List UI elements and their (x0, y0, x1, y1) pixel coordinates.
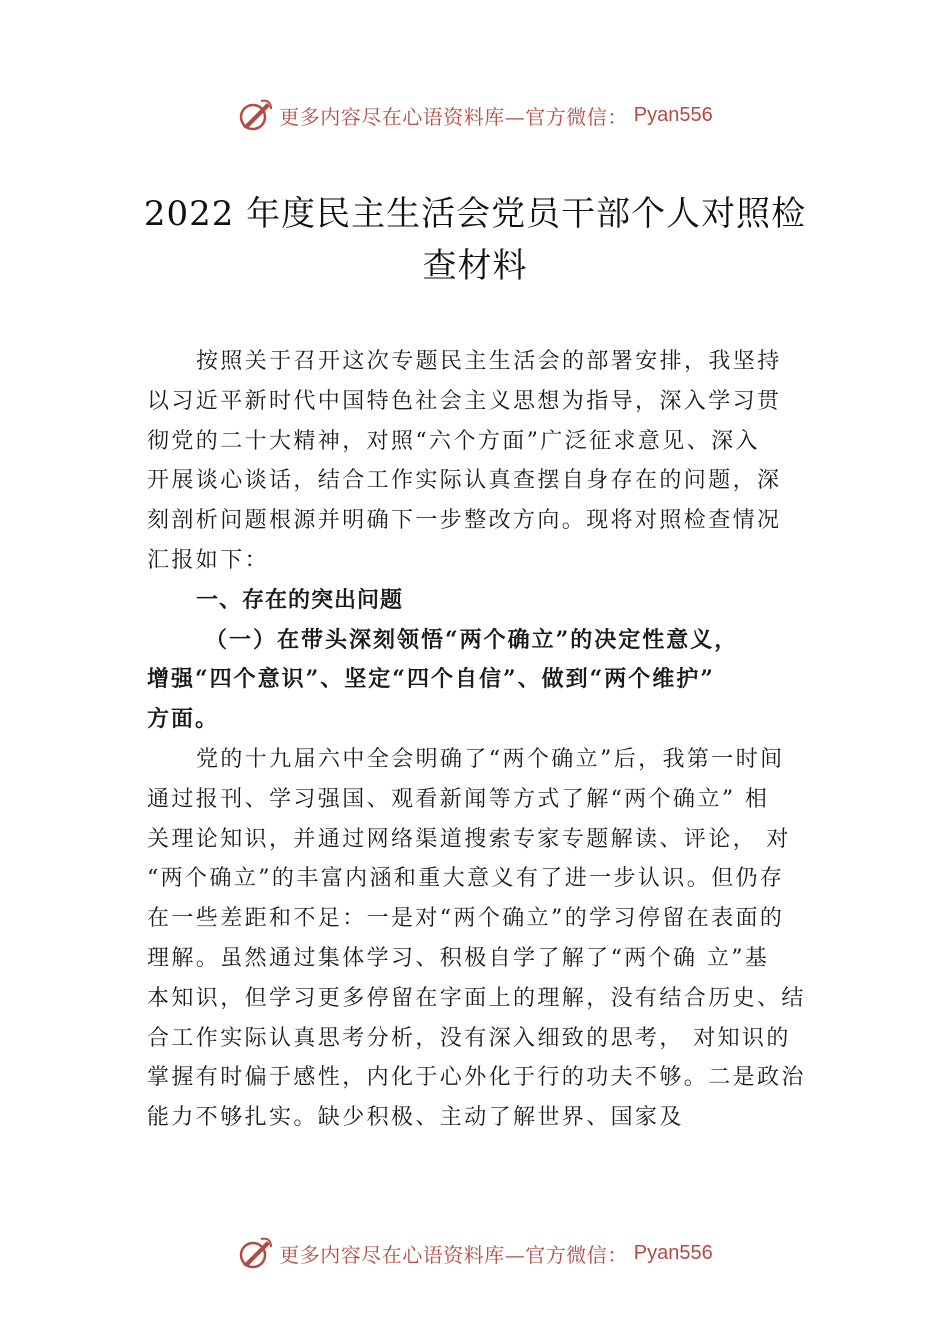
intro-line: 开展谈心谈话，结合工作实际认真查摆自身存在的问题，深 (147, 468, 782, 494)
quill-logo-icon (237, 97, 273, 133)
watermark-wechat-id: Pyan556 (633, 1241, 713, 1264)
watermark-text: 更多内容尽在心语资料库—官方微信： (279, 1242, 628, 1267)
document-body (147, 342, 837, 1138)
title-line: 2022 年度民主生活会党员干部个人对照检 (143, 194, 807, 234)
paragraph-line: 党的十九届六中全会明确了“两个确立”后，我第一时间 (196, 746, 785, 772)
intro-line: 刻剖析问题根源并明确下一步整改方向。现将对照检查情况 (147, 508, 782, 534)
paragraph-line: 理解。虽然通过集体学习、积极自学了解了“两个确 立”基 (147, 945, 770, 971)
intro-line: 以习近平新时代中国特色社会主义思想为指导，深入学习贯 (147, 388, 782, 414)
watermark-footer (0, 1233, 950, 1273)
quill-logo-icon (237, 1235, 273, 1271)
paragraph-line: 在一些差距和不足：一是对“两个确立”的学习停留在表面的 (147, 906, 785, 932)
paragraph-line: 掌握有时偏于感性，内化于心外化于行的功夫不够。二是政治 (147, 1065, 806, 1091)
paragraph-line: 合工作实际认真思考分析，没有深入细致的思考， 对知识的 (147, 1025, 791, 1051)
paragraph-line: 本知识，但学习更多停留在字面上的理解，没有结合历史、结 (147, 985, 806, 1011)
paragraph-line: 关理论知识，并通过网络渠道搜索专家专题解读、评论， 对 (147, 826, 791, 852)
intro-line: 彻党的二十大精神，对照“六个方面”广泛征求意见、深入 (147, 428, 760, 454)
intro-line: 按照关于召开这次专题民主生活会的部署安排，我坚持 (196, 349, 782, 374)
intro-line: 汇报如下： (147, 547, 270, 573)
subsection-heading-line: 方面。 (147, 706, 220, 733)
watermark-text: 更多内容尽在心语资料库—官方微信： (279, 104, 628, 129)
subsection-heading-line: 增强“四个意识”、坚定“四个自信”、做到“两个维护” (147, 666, 715, 693)
paragraph-line: 能力不够扎实。缺少积极、主动了解世界、国家及 (147, 1105, 684, 1131)
subsection-heading-line: （一）在带头深刻领悟“两个确立”的决定性意义， (205, 626, 739, 653)
document-title (90, 188, 860, 292)
title-line: 查材料 (422, 246, 528, 286)
section-heading: 一、存在的突出问题 (196, 587, 404, 613)
paragraph-line: 通过报刊、学习强国、观看新闻等方式了解“两个确立” 相 (147, 786, 770, 812)
paragraph-line: “两个确立”的丰富内涵和重大意义有了进一步认识。但仍存 (147, 866, 785, 892)
watermark-header (0, 95, 950, 135)
watermark-wechat-id: Pyan556 (633, 103, 713, 126)
